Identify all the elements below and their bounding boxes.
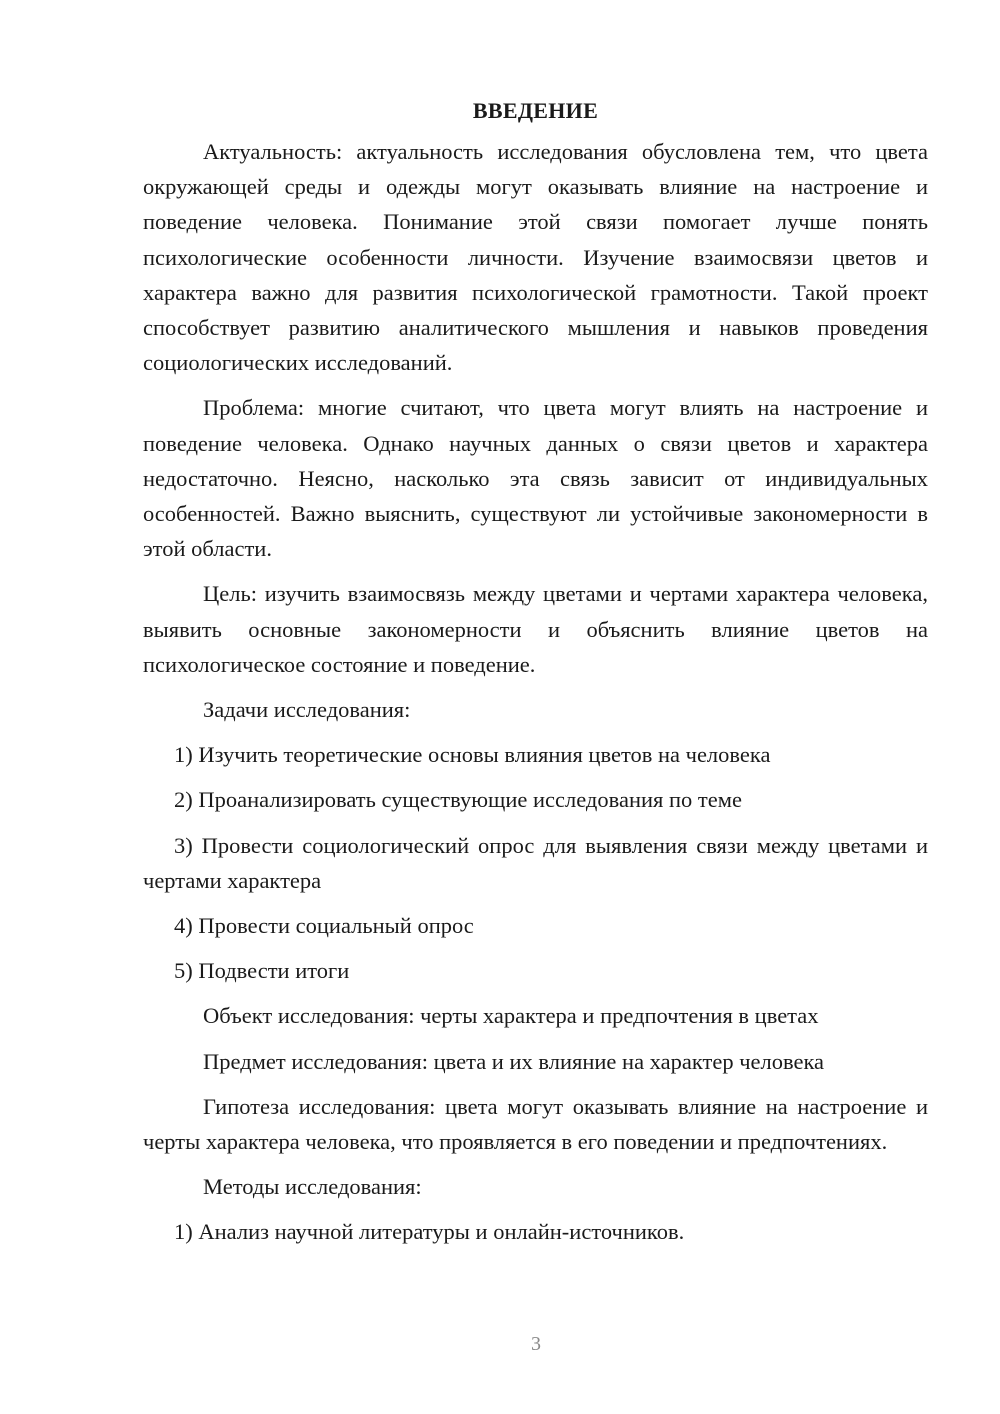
task-item-5: 5) Подвести итоги — [174, 958, 350, 984]
goal-paragraph: Цель: изучить взаимосвязь между цветами и чертами характера человека, выявить основные закономерности и объяснить влияние цветов на психологическое состояние и поведение. — [143, 581, 928, 677]
page-content — [143, 96, 928, 1260]
subject-paragraph: Предмет исследования: цвета и их влияние на характер человека — [203, 1048, 825, 1074]
section-title: ВВЕДЕНИЕ — [472, 98, 599, 123]
tasks-heading: Задачи исследования: — [203, 697, 411, 723]
task-item-2: 2) Проанализировать существующие исследования по теме — [174, 787, 742, 813]
task-item-3: 3) Провести социологический опрос для выявления связи между цветами и чертами характера — [143, 832, 928, 893]
page-number: 3 — [531, 1333, 541, 1355]
method-item-1: 1) Анализ научной литературы и онлайн-источников. — [174, 1219, 685, 1245]
task-item-1: 1) Изучить теоретические основы влияния цветов на человека — [174, 742, 771, 768]
relevance-paragraph: Актуальность: актуальность исследования обусловлена тем, что цвета окружающей среды и одежды могут оказывать влияние на настроение и поведение человека. Понимание этой связи помогает лучше понять психологические особенности личности. Изучение взаимосвязи цветов и характера важно для развития психологической грамотности. Такой проект способствует развитию аналитического мышления и навыков проведения социологических исследований. — [143, 139, 928, 376]
task-item-4: 4) Провести социальный опрос — [174, 913, 474, 939]
object-paragraph: Объект исследования: черты характера и предпочтения в цветах — [203, 1003, 819, 1029]
hypothesis-paragraph: Гипотеза исследования: цвета могут оказывать влияние на настроение и черты характера человека, что проявляется в его поведении и предпочтениях. — [143, 1093, 928, 1155]
problem-paragraph: Проблема: многие считают, что цвета могут влиять на настроение и поведение человека. Однако научных данных о связи цветов и характера недостаточно. Неясно, насколько эта связь зависит от индивидуальных особенностей. Важно выяснить, существуют ли устойчивые закономерности в этой области. — [143, 395, 928, 562]
methods-heading: Методы исследования: — [203, 1174, 422, 1200]
